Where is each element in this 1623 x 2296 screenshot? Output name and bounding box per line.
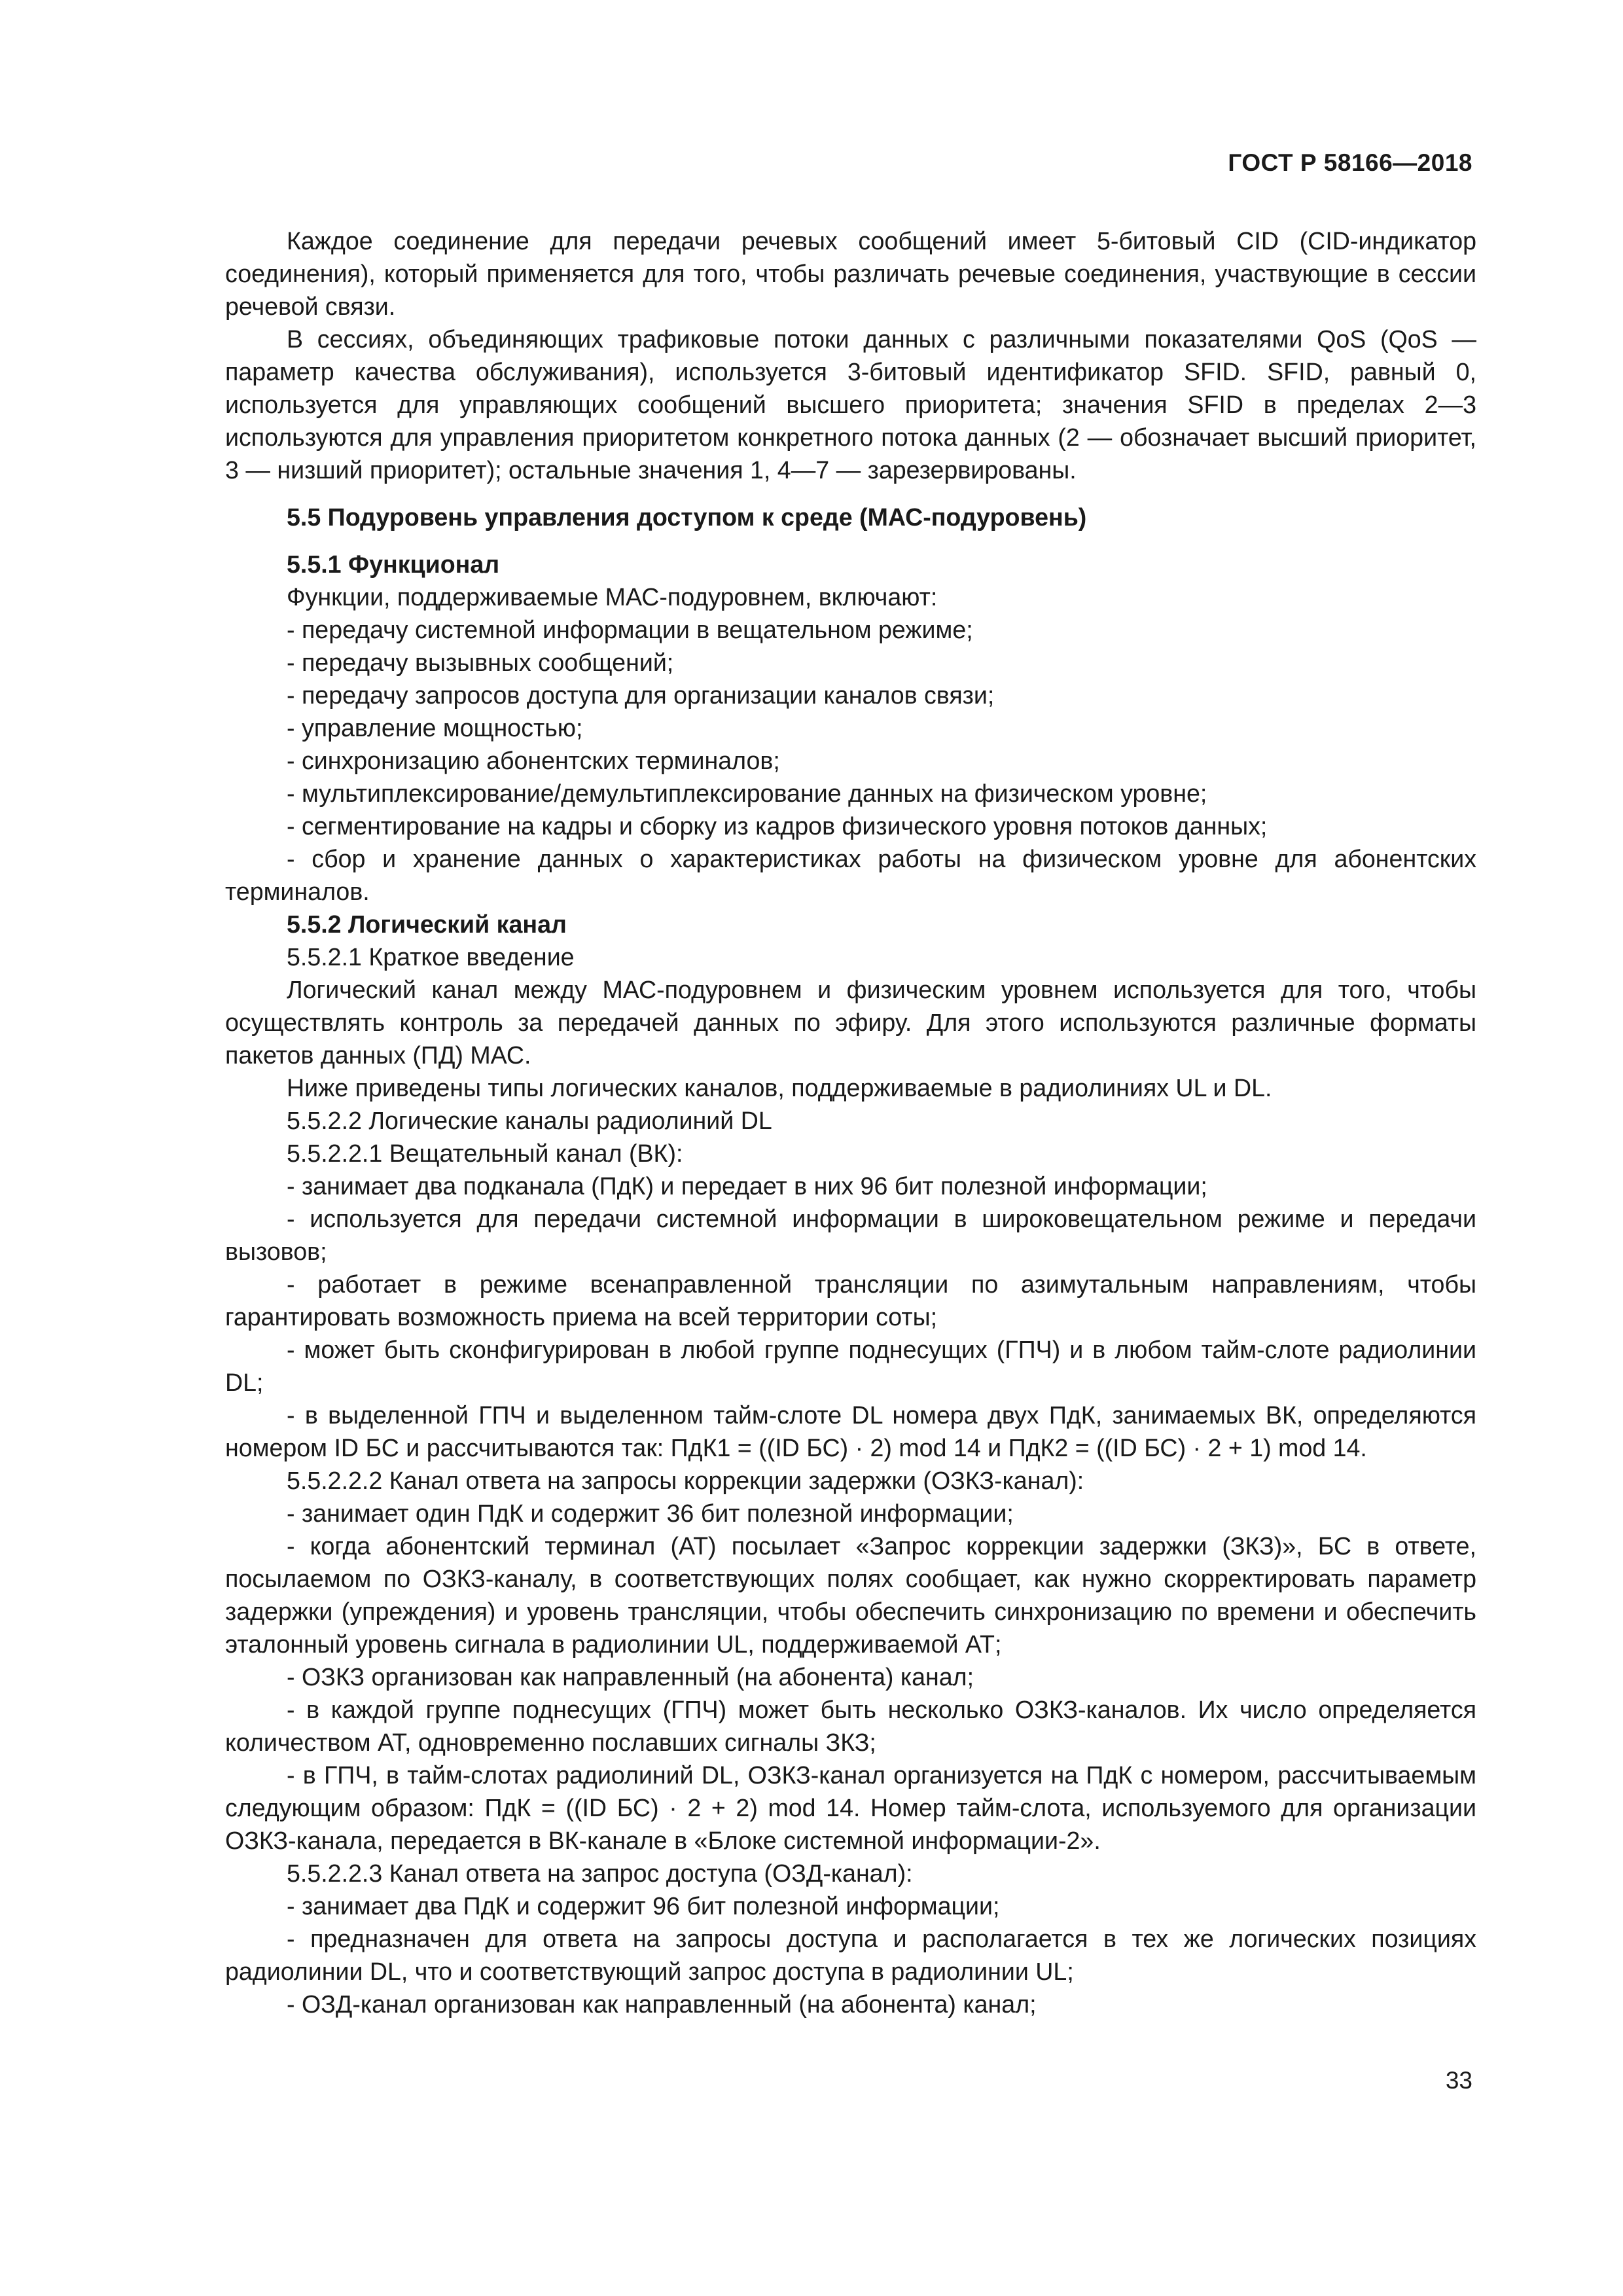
document-body [225, 224, 1476, 2020]
paragraph: - работает в режиме всенаправленной трансляции по азимутальным направлениям, чтобы гарантировать возможность приема на всей территории соты; [225, 1270, 1476, 1331]
paragraph: - в выделенной ГПЧ и выделенном тайм-слоте DL номера двух ПдК, занимаемых ВК, определяются номером ID БС и рассчитываются так: ПдК1 = ((ID БС) · 2) mod 14 и ПдК2 = ((ID БС) · 2 + 1) mod 14. [225, 1401, 1476, 1462]
paragraph: - синхронизацию абонентских терминалов; [287, 747, 780, 774]
paragraph: - занимает один ПдК и содержит 36 бит полезной информации; [287, 1499, 1014, 1527]
paragraph: - мультиплексирование/демультиплексирование данных на физическом уровне; [287, 780, 1207, 807]
paragraph: Каждое соединение для передачи речевых сообщений имеет 5-битовый CID (CID-индикатор соединения), который применяется для того, чтобы различать речевые соединения, участвующие в сессии речевой связи. [225, 227, 1476, 320]
section-heading: 5.5 Подуровень управления доступом к среде (МАС-подуровень) [287, 503, 1087, 531]
paragraph: - в каждой группе поднесущих (ГПЧ) может быть несколько ОЗКЗ-каналов. Их число определяется количеством АТ, одновременно пославших сигналы ЗКЗ; [225, 1696, 1476, 1756]
paragraph: - занимает два подканала (ПдК) и передает в них 96 бит полезной информации; [287, 1172, 1207, 1200]
paragraph: - сбор и хранение данных о характеристиках работы на физическом уровне для абонентских терминалов. [225, 845, 1476, 905]
paragraph: - передачу запросов доступа для организации каналов связи; [287, 681, 995, 709]
paragraph: - используется для передачи системной информации в широковещательном режиме и передачи вызовов; [225, 1205, 1476, 1265]
paragraph: Функции, поддерживаемые МАС-подуровнем, включают: [287, 583, 938, 611]
section-heading: 5.5.1 Функционал [287, 550, 500, 578]
paragraph: Ниже приведены типы логических каналов, поддерживаемые в радиолиниях UL и DL. [287, 1074, 1272, 1102]
paragraph: Логический канал между МАС-подуровнем и физическим уровнем используется для того, чтобы осуществлять контроль за передачей данных по эфиру. Для этого используются различные форматы пакетов данных (ПД) МАС. [225, 976, 1476, 1069]
paragraph: - в ГПЧ, в тайм-слотах радиолиний DL, ОЗКЗ-канал организуется на ПдК с номером, рассчитываемым следующим образом: ПдК = ((ID БС) · 2 + 2) mod 14. Номер тайм-слота, используемого для организации ОЗКЗ-канала, передается в ВК-канале в «Блоке системной информации-2». [225, 1761, 1476, 1854]
document-id-header: ГОСТ Р 58166—2018 [1228, 149, 1472, 176]
paragraph: - ОЗКЗ организован как направленный (на абонента) канал; [287, 1663, 974, 1691]
paragraph: - сегментирование на кадры и сборку из кадров физического уровня потоков данных; [287, 812, 1268, 840]
paragraph: - может быть сконфигурирован в любой группе поднесущих (ГПЧ) и в любом тайм-слоте радиолинии DL; [225, 1336, 1476, 1396]
paragraph: - предназначен для ответа на запросы доступа и располагается в тех же логических позициях радиолинии DL, что и соответствующий запрос доступа в радиолинии UL; [225, 1925, 1476, 1985]
paragraph: - когда абонентский терминал (АТ) посылает «Запрос коррекции задержки (ЗКЗ)», БС в ответе, посылаемом по ОЗКЗ-каналу, в соответствующих полях сообщает, как нужно скорректировать параметр задержки (упреждения) и уровень трансляции, чтобы обеспечить синхронизацию по времени и обеспечить эталонный уровень сигнала в радиолинии UL, поддерживаемой АТ; [225, 1532, 1476, 1658]
paragraph: 5.5.2.2.3 Канал ответа на запрос доступа (ОЗД-канал): [287, 1859, 913, 1887]
paragraph: - занимает два ПдК и содержит 96 бит полезной информации; [287, 1892, 1000, 1920]
paragraph: 5.5.2.2.1 Вещательный канал (ВК): [287, 1139, 683, 1167]
paragraph: 5.5.2.2.2 Канал ответа на запросы коррекции задержки (ОЗКЗ-канал): [287, 1467, 1084, 1494]
page-number: 33 [1445, 2067, 1472, 2094]
paragraph: 5.5.2.1 Краткое введение [287, 943, 575, 971]
paragraph: - управление мощностью; [287, 714, 583, 742]
paragraph: - передачу системной информации в вещательном режиме; [287, 616, 973, 643]
paragraph: 5.5.2.2 Логические каналы радиолиний DL [287, 1107, 772, 1134]
section-heading: 5.5.2 Логический канал [287, 910, 567, 938]
paragraph: В сессиях, объединяющих трафиковые потоки данных с различными показателями QoS (QoS — параметр качества обслуживания), используется 3-битовый идентификатор SFID. SFID, равный 0, используется для управляющих сообщений высшего приоритета; значения SFID в пределах 2—3 используются для управления приоритетом конкретного потока данных (2 — обозначает высший приоритет, 3 — низший приоритет); остальные значения 1, 4—7 — зарезервированы. [225, 325, 1476, 484]
paragraph: - ОЗД-канал организован как направленный (на абонента) канал; [287, 1990, 1037, 2018]
paragraph: - передачу вызывных сообщений; [287, 649, 674, 676]
